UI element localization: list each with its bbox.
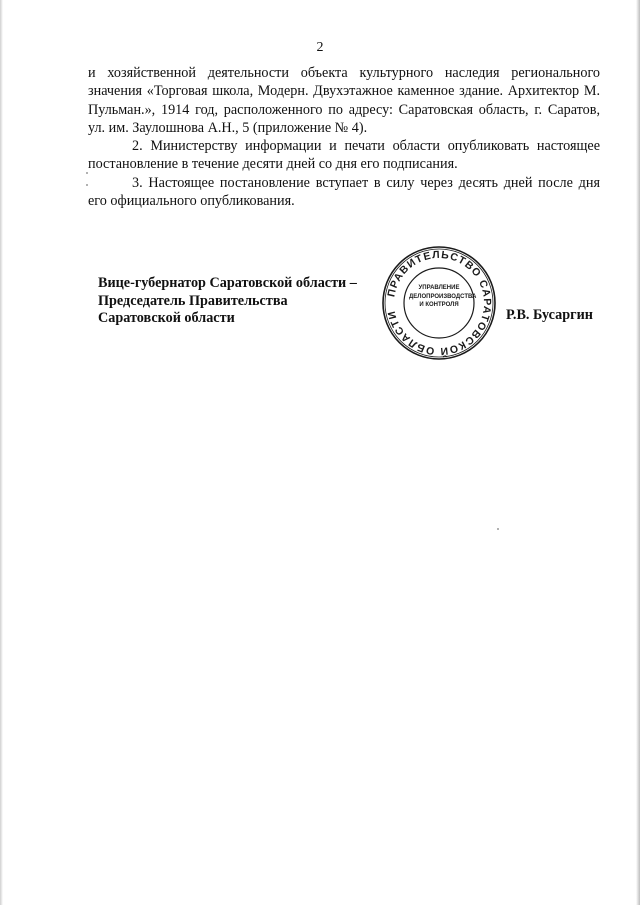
scan-speck bbox=[86, 184, 88, 186]
stamp-center-line-3: И КОНТРОЛЯ bbox=[419, 302, 459, 308]
scan-speck bbox=[86, 172, 88, 174]
stamp-ring-text: ПРАВИТЕЛЬСТВО САРАТОВСКОЙ ОБЛАСТИ bbox=[385, 248, 494, 358]
scan-speck bbox=[497, 528, 499, 530]
stamp-center-line-2: ДЕЛОПРОИЗВОДСТВА bbox=[409, 293, 477, 300]
paragraph-item-2: 2. Министерству информации и печати области опубликовать настоящее постановление в течение десяти дней со дня его подписания. bbox=[88, 138, 600, 173]
paragraph-continuation: и хозяйственной деятельности объекта культурного наследия регионального значения «Торговая школа, Модерн. Двухэтажное каменное здание. Архитектор М. Пульман.», 1914 год, расположенного по адресу: Саратовская область, г. Саратов, ул. им. Заулошнова А.Н., 5 (приложение № 4). bbox=[88, 65, 600, 136]
page-number: 2 bbox=[316, 40, 324, 55]
document-body bbox=[88, 64, 600, 210]
signer-position-line-3: Саратовской области bbox=[98, 310, 235, 326]
signer-position-line-1: Вице-губернатор Саратовской области – bbox=[98, 275, 357, 291]
signer-position-line-2: Председатель Правительства bbox=[98, 292, 288, 309]
page-edge-left bbox=[0, 0, 3, 905]
signature-title-block bbox=[98, 275, 357, 328]
page-edge-right bbox=[636, 0, 640, 905]
signer-name: Р.В. Бусаргин bbox=[506, 307, 593, 323]
stamp-center-line-1: УПРАВЛЕНИЕ bbox=[418, 285, 460, 291]
stamp-center-text bbox=[409, 284, 477, 310]
paragraph-item-3: 3. Настоящее постановление вступает в силу через десять дней после дня его официального опубликования. bbox=[88, 174, 600, 210]
